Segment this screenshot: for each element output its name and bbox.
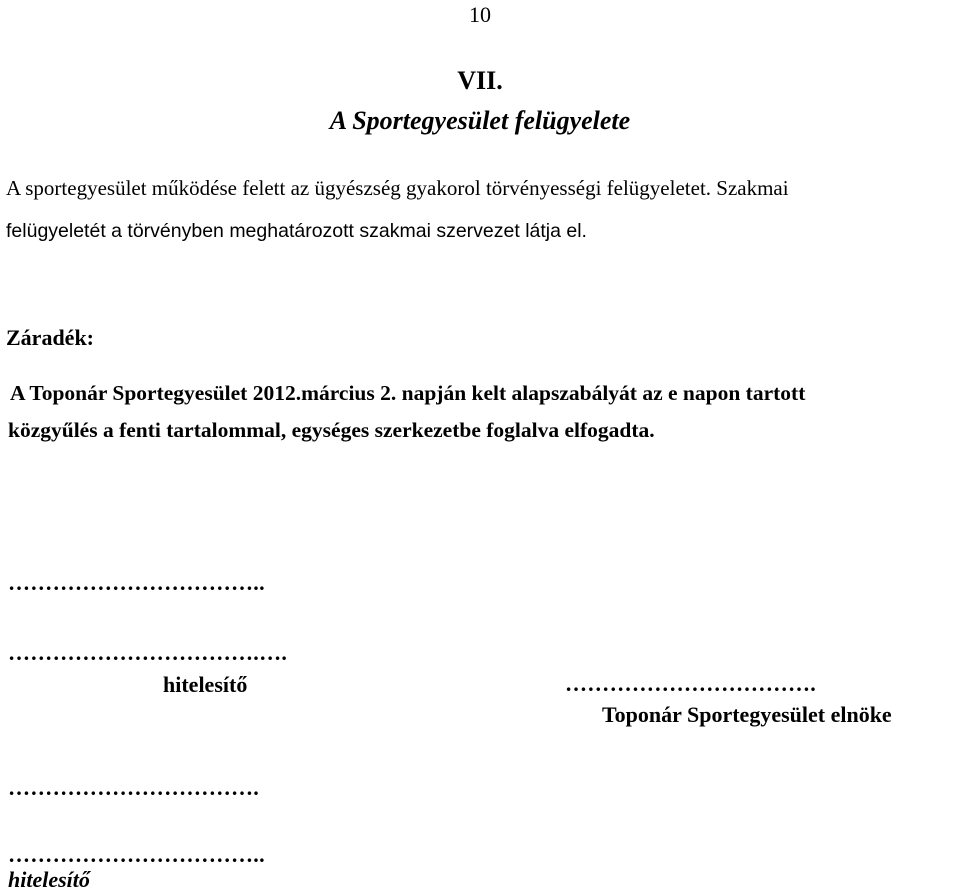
clause-line: közgyűlés a fenti tartalommal, egységes szerkezetbe foglalva elfogadta. bbox=[8, 418, 655, 442]
signature-line: …………………………….. bbox=[8, 570, 265, 595]
signature-line: …………………………….. bbox=[8, 842, 265, 867]
page-number: 10 bbox=[469, 2, 491, 27]
paragraph-line-text: A sportegyesület működése felett az ügyészség gyakorol törvényességi felügyeletet. Szakmai bbox=[6, 176, 789, 200]
president-signature-line: ……………………………. bbox=[565, 671, 817, 696]
authenticator-label: hitelesítő bbox=[8, 867, 90, 892]
paragraph-line bbox=[6, 220, 587, 243]
signature-line: …………………………….…. bbox=[8, 640, 288, 665]
section-number: VII. bbox=[457, 66, 503, 95]
section-title: A Sportegyesület felügyelete bbox=[329, 106, 631, 135]
paragraph-line bbox=[6, 176, 789, 201]
president-label: Toponár Sportegyesület elnöke bbox=[602, 702, 892, 727]
paragraph-line-text: felügyeletét a törvényben meghatározott szakmai szervezet látja el. bbox=[6, 220, 587, 242]
clause-line: A Toponár Sportegyesület 2012.március 2. napján kelt alapszabályát az e napon tartott bbox=[10, 381, 806, 405]
clause-heading: Záradék: bbox=[6, 325, 94, 350]
authenticator-label: hitelesítő bbox=[163, 672, 248, 697]
signature-line: ……………………………. bbox=[8, 775, 260, 800]
